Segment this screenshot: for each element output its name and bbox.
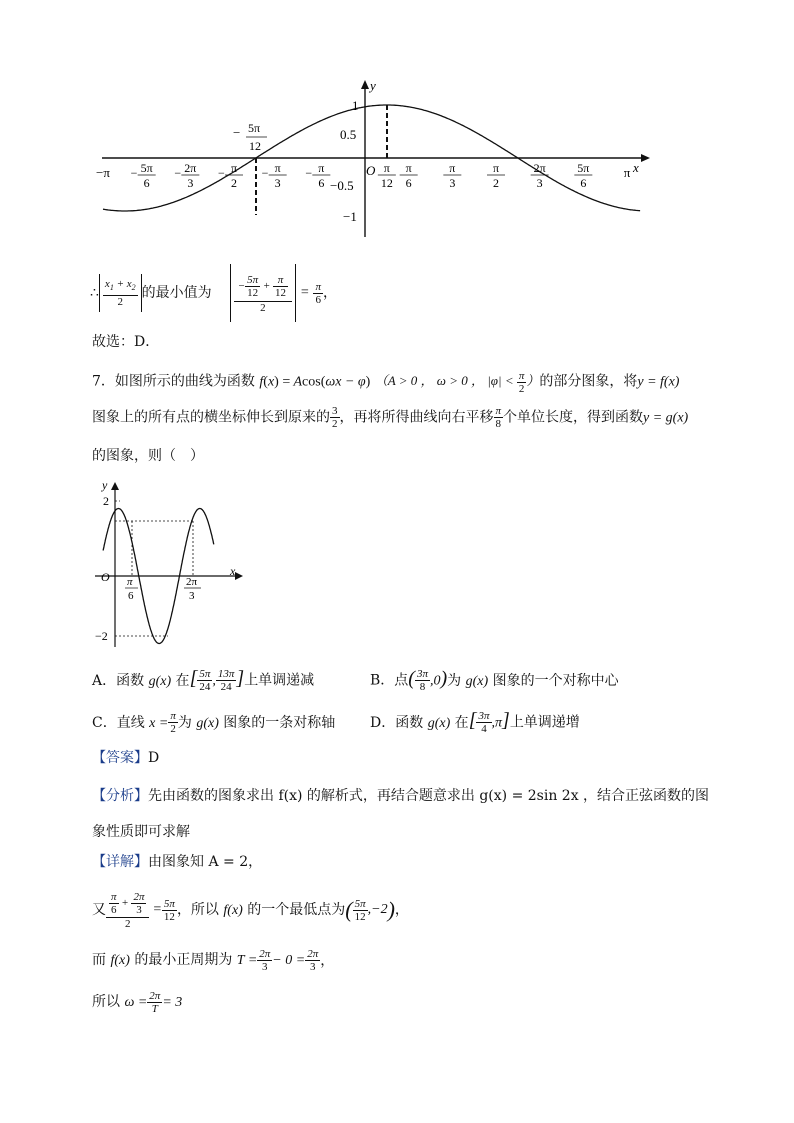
answer-line: 故选：D． [92,334,160,350]
min-value-result: $\frac{\pi}{6}$ [315,280,321,306]
svg-text:π: π [405,161,412,175]
graph1-xtick-2 [174,161,199,190]
graph2-origin: O [101,570,110,584]
graph2-ytick-neg2: −2 [95,629,108,643]
graph2-xtick-2pi3 [184,576,201,602]
graph1-xtick-8 [443,161,461,190]
svg-text:5π: 5π [248,121,261,135]
option-A[interactable]: A．函数 g(x) 在[ $\frac{5\pi}{24}$ , $\frac{13\pi}{24}$ ]上单调递减 [92,667,315,693]
q7-func: f(x) = Acos(ωx − φ) [259,374,371,390]
svg-text:−π: −π [96,165,110,180]
graph1-x-ticks [96,161,631,190]
graph1-ytick-neg0.5: −0.5 [330,178,354,193]
question-7-line-1: 7．如图所示的曲线为函数 f(x) = Acos(ωx − φ) （A > 0 ， ω > 0 ， |φ| < $\frac{\pi}{2}$ ）的部分图象，将y = f(x) [92,370,680,395]
graph1-xtick-0 [96,165,110,180]
graph1-ytick-0.5: 0.5 [340,127,357,142]
graph1-ytick-1: 1 [352,98,359,113]
answer-tag: 【答案】 [92,750,148,766]
graph1-xtick-5 [305,161,330,190]
question-7-line-3: 的图象，则（ ） [92,448,204,464]
svg-text:3: 3 [274,176,281,190]
analysis-text-1: 先由函数的图象求出 f(x) 的解析式，再结合题意求出 g(x) = 2sin 2x ，结合正弦函数的图 [148,788,710,804]
graph1-xtick-6 [378,161,396,190]
svg-text:6: 6 [318,176,325,190]
svg-text:π: π [492,161,500,175]
graph2-x-label: x [230,564,236,578]
option-C[interactable]: C．直线 x = $\frac{\pi}{2}$ 为 g(x) 图象的一条对称轴 [92,710,336,735]
detail-block [92,852,262,872]
graph1-xtick-12 [624,165,631,180]
option-D[interactable]: D．函数 g(x) 在[ $\frac{3\pi}{4}$ ,π]上单调递增 [370,709,580,735]
analysis-block [92,786,709,806]
svg-text:−: − [261,166,269,180]
svg-text:π: π [318,161,325,175]
svg-text:2π: 2π [186,576,198,588]
option-B[interactable]: B．点( $\frac{3\pi}{8}$ ,0)为 g(x) 图象的一个对称中心 [370,667,619,693]
question-number: 7． [92,373,115,390]
graph1-x-arrow [641,154,650,162]
graph1-xtick-3 [218,161,243,190]
q7-text-b: 的部分图象，将 [539,373,638,390]
detail-line-4: 所以 ω = $\frac{2\pi}{T}$ = 3 [92,990,183,1015]
graph1-y-arrow [361,80,369,89]
graph1-annotation [233,121,267,153]
svg-text:π: π [449,161,456,175]
cosine-graph-2 [90,475,250,650]
min-value-line: ∴ $\frac{x_1 + x_2}{2}$ 的最小值为 − $\frac{5\pi}{12}$ + $\frac{\pi}{12}$ 2 = $\frac{\pi}{6}$ ， [90,263,337,323]
svg-text:−: − [218,166,225,180]
svg-text:−: − [130,166,138,180]
detail-text: 由图象知 A = 2， [148,854,263,870]
analysis-tag: 【分析】 [92,788,148,804]
svg-text:π: π [230,161,238,175]
svg-text:π: π [127,576,133,588]
svg-text:3: 3 [449,176,456,190]
graph1-xtick-11 [574,161,592,190]
svg-text:3: 3 [536,176,543,190]
svg-text:3: 3 [187,176,194,190]
graph2-ytick-2: 2 [103,494,109,508]
graph2-y-label: y [102,478,108,492]
svg-text:π: π [623,165,631,180]
graph2-y-arrow [111,482,119,490]
question-7-line-2: 图象上的所有点的横坐标伸长到原来的 $\frac{3}{2}$ ，再将所得曲线向右平移 $\frac{\pi}{8}$ 个单位长度，得到函数y = g(x) [92,405,689,430]
graph2-x-arrow [235,572,243,580]
cosine-graph-1 [90,75,660,245]
svg-text:6: 6 [405,176,412,190]
svg-text:12: 12 [249,139,261,153]
detail-line-2: 又 $\frac{\pi}{6}$ + $\frac{2\pi}{3}$ 2 = $\frac{5\pi}{12}$ ，所以 f(x) 的一个最低点为 ( $\frac{5\pi}{12}$ ,−2 ) ， [92,891,409,930]
svg-text:12: 12 [380,176,393,190]
graph1-y-label: y [370,78,376,93]
svg-text:−: − [174,166,182,180]
svg-text:5π: 5π [577,161,590,175]
detail-line-3: 而 f(x) 的最小正周期为 T = $\frac{2\pi}{3}$ − 0 = $\frac{2\pi}{3}$ ， [92,948,335,973]
answer-block [92,748,159,768]
graph1-origin: O [366,163,376,178]
graph1-xtick-9 [487,161,505,190]
graph1-xtick-4 [262,161,287,190]
svg-text:2π: 2π [533,161,546,175]
svg-text:2π: 2π [184,161,197,175]
detail-tag: 【详解】 [92,854,148,870]
svg-text:6: 6 [143,176,150,190]
q7-text-a: 如图所示的曲线为函数 [114,373,255,390]
abs-expr-1: $\frac{x_1 + x_2}{2}$ [99,274,142,312]
svg-text:3: 3 [189,590,195,602]
svg-text:2: 2 [231,176,237,190]
graph1-xtick-7 [400,161,418,190]
answer-value: D [148,750,160,766]
svg-text:−: − [233,125,241,140]
svg-text:5π: 5π [140,161,153,175]
analysis-text-2: 象性质即可求解 [92,824,190,840]
svg-text:π: π [274,161,281,175]
graph1-x-label: x [633,160,639,175]
svg-text:6: 6 [580,176,587,190]
graph2-xtick-pi6 [125,576,138,602]
therefore-symbol: ∴ [90,285,99,301]
svg-text:6: 6 [128,590,134,602]
graph1-xtick-1 [131,161,156,190]
abs-expr-2: − $\frac{5\pi}{12}$ + $\frac{\pi}{12}$ 2 [230,264,296,322]
min-value-text: 的最小值为 [141,285,212,301]
svg-text:π: π [383,161,390,175]
svg-text:2: 2 [493,176,499,190]
svg-text:−: − [305,166,313,180]
graph1-ytick-neg1: −1 [343,209,357,224]
